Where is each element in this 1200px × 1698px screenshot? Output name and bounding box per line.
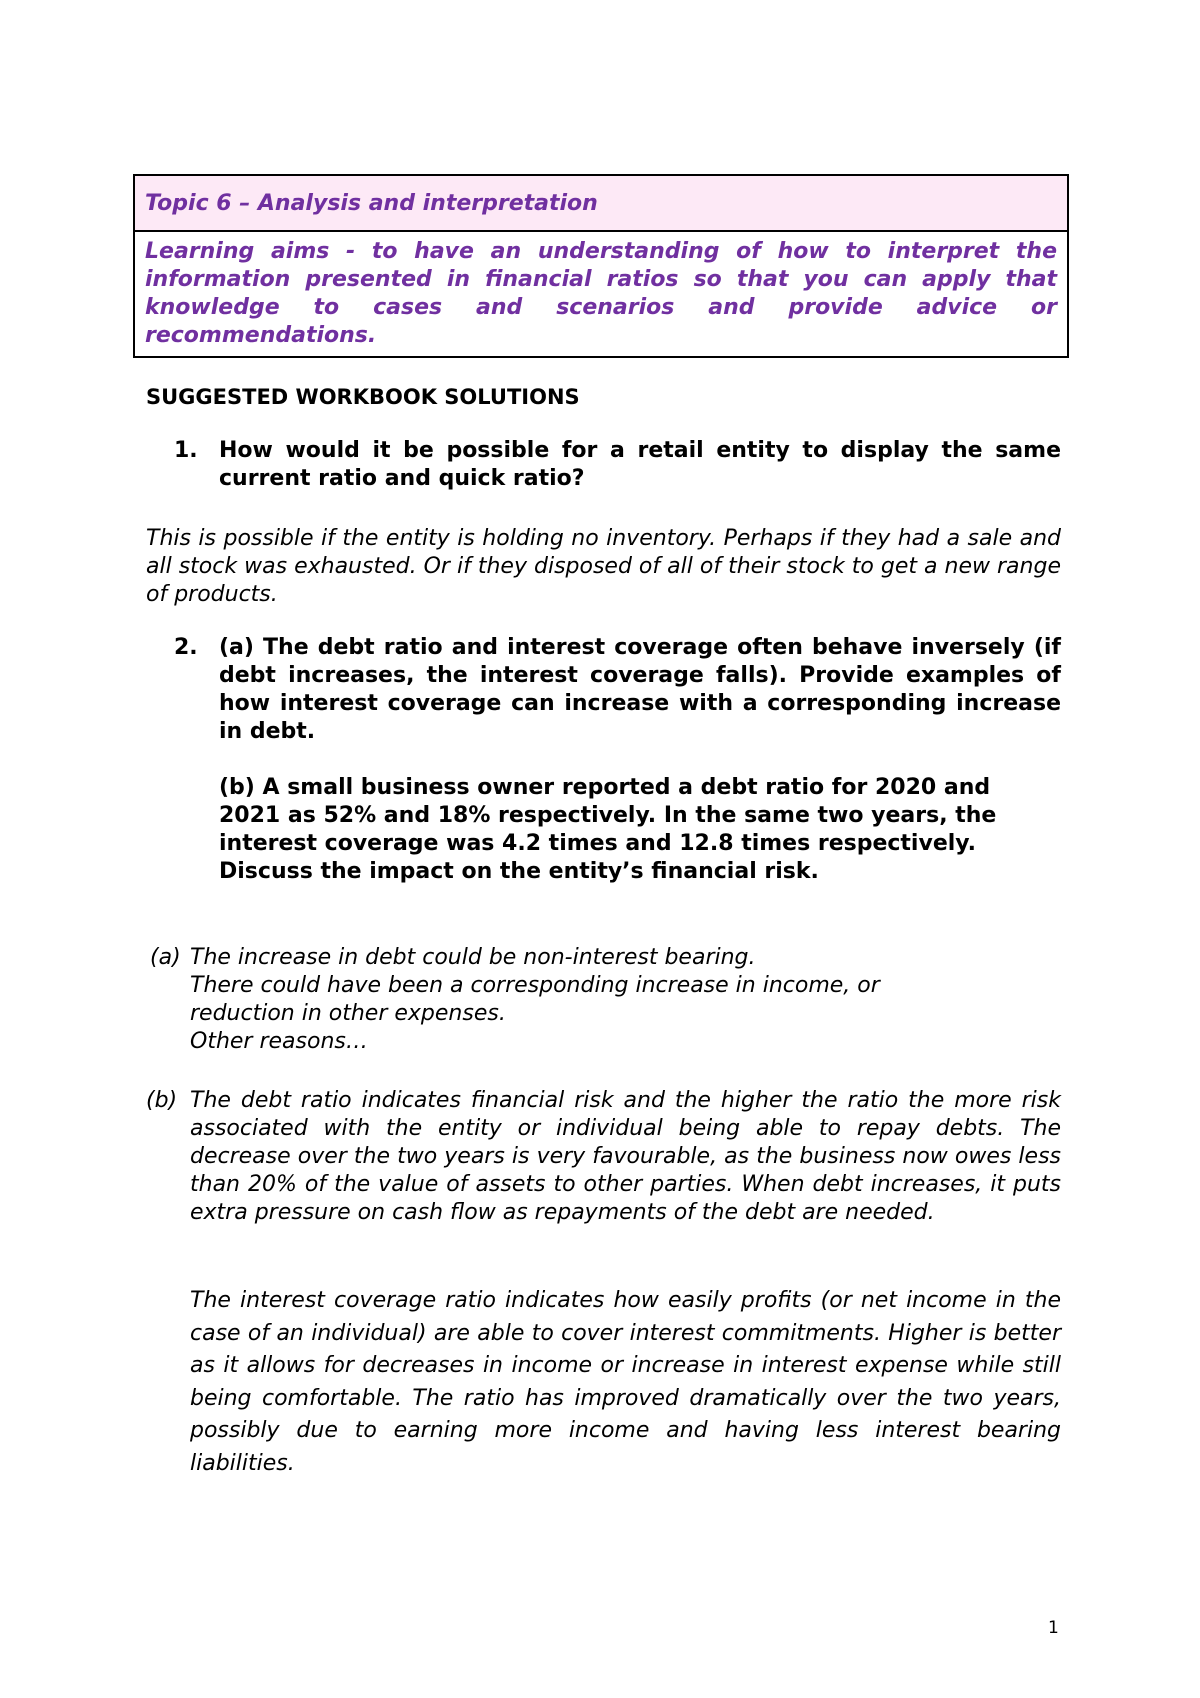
answer-2b-interest-text: The interest coverage ratio indicates how easily profits (or net income in the case of an individual) are able to cover interest commitments. Higher is better as it allows for decreases in income or increase in interest expense while still being comfortable. The ratio has improved dramatically over the two years, possibly due to earning more income and having less interest bearing liabilities. bbox=[190, 1288, 1061, 1476]
question-number: 2. bbox=[174, 635, 198, 660]
answer-2a bbox=[190, 944, 980, 1056]
answer-text: This is possible if the entity is holding no inventory. Perhaps if they had a sale and all stock was exhausted. Or if they disposed of all of their stock to get a new range of products. bbox=[146, 526, 1061, 607]
topic-title: Topic 6 – Analysis and interpretation bbox=[135, 176, 1067, 232]
answer-2b-debt bbox=[190, 1087, 1061, 1227]
answer-2b-interest bbox=[190, 1285, 1061, 1481]
section-heading: SUGGESTED WORKBOOK SOLUTIONS bbox=[146, 385, 580, 409]
question-1 bbox=[146, 437, 1061, 493]
answer-2a-label: (a) bbox=[150, 945, 181, 970]
answer-2a-line-1: The increase in debt could be non-interest bearing. bbox=[190, 945, 756, 970]
page-number: 1 bbox=[1048, 1618, 1059, 1638]
answer-2b-debt-text: The debt ratio indicates financial risk and the higher the ratio the more risk associated with the entity or individual being able to repay debts. The decrease over the two years is very favourable, as the business now owes less than 20% of the value of assets to other parties. When debt increases, it puts extra pressure on cash flow as repayments of the debt are needed. bbox=[190, 1088, 1061, 1225]
question-part-b: (b) A small business owner reported a debt ratio for 2020 and 2021 as 52% and 18% respectively. In the same two years, the interest coverage was 4.2 times and 12.8 times respectively. Discuss the impact on the entity’s financial risk. bbox=[219, 775, 997, 884]
question-2 bbox=[146, 634, 1061, 886]
learning-aims: Learning aims - to have an understanding of how to interpret the information presented in financial ratios so that you can apply that knowledge to cases and scenarios and provide advice or recommendations. bbox=[145, 239, 1057, 348]
answer-2a-line-2: There could have been a corresponding increase in income, or reduction in other expenses. bbox=[190, 973, 880, 1026]
topic-box bbox=[133, 174, 1069, 358]
answer-2b-label: (b) bbox=[146, 1088, 178, 1113]
question-text: How would it be possible for a retail entity to display the same current ratio and quick ratio? bbox=[219, 438, 1061, 491]
question-number: 1. bbox=[174, 438, 198, 463]
answer-2a-line-3: Other reasons… bbox=[190, 1029, 368, 1054]
answer-1 bbox=[146, 525, 1061, 609]
question-part-a: (a) The debt ratio and interest coverage often behave inversely (if debt increases, the interest coverage falls). Provide examples of how interest coverage can increase with a corresponding increase in debt. bbox=[219, 635, 1061, 744]
